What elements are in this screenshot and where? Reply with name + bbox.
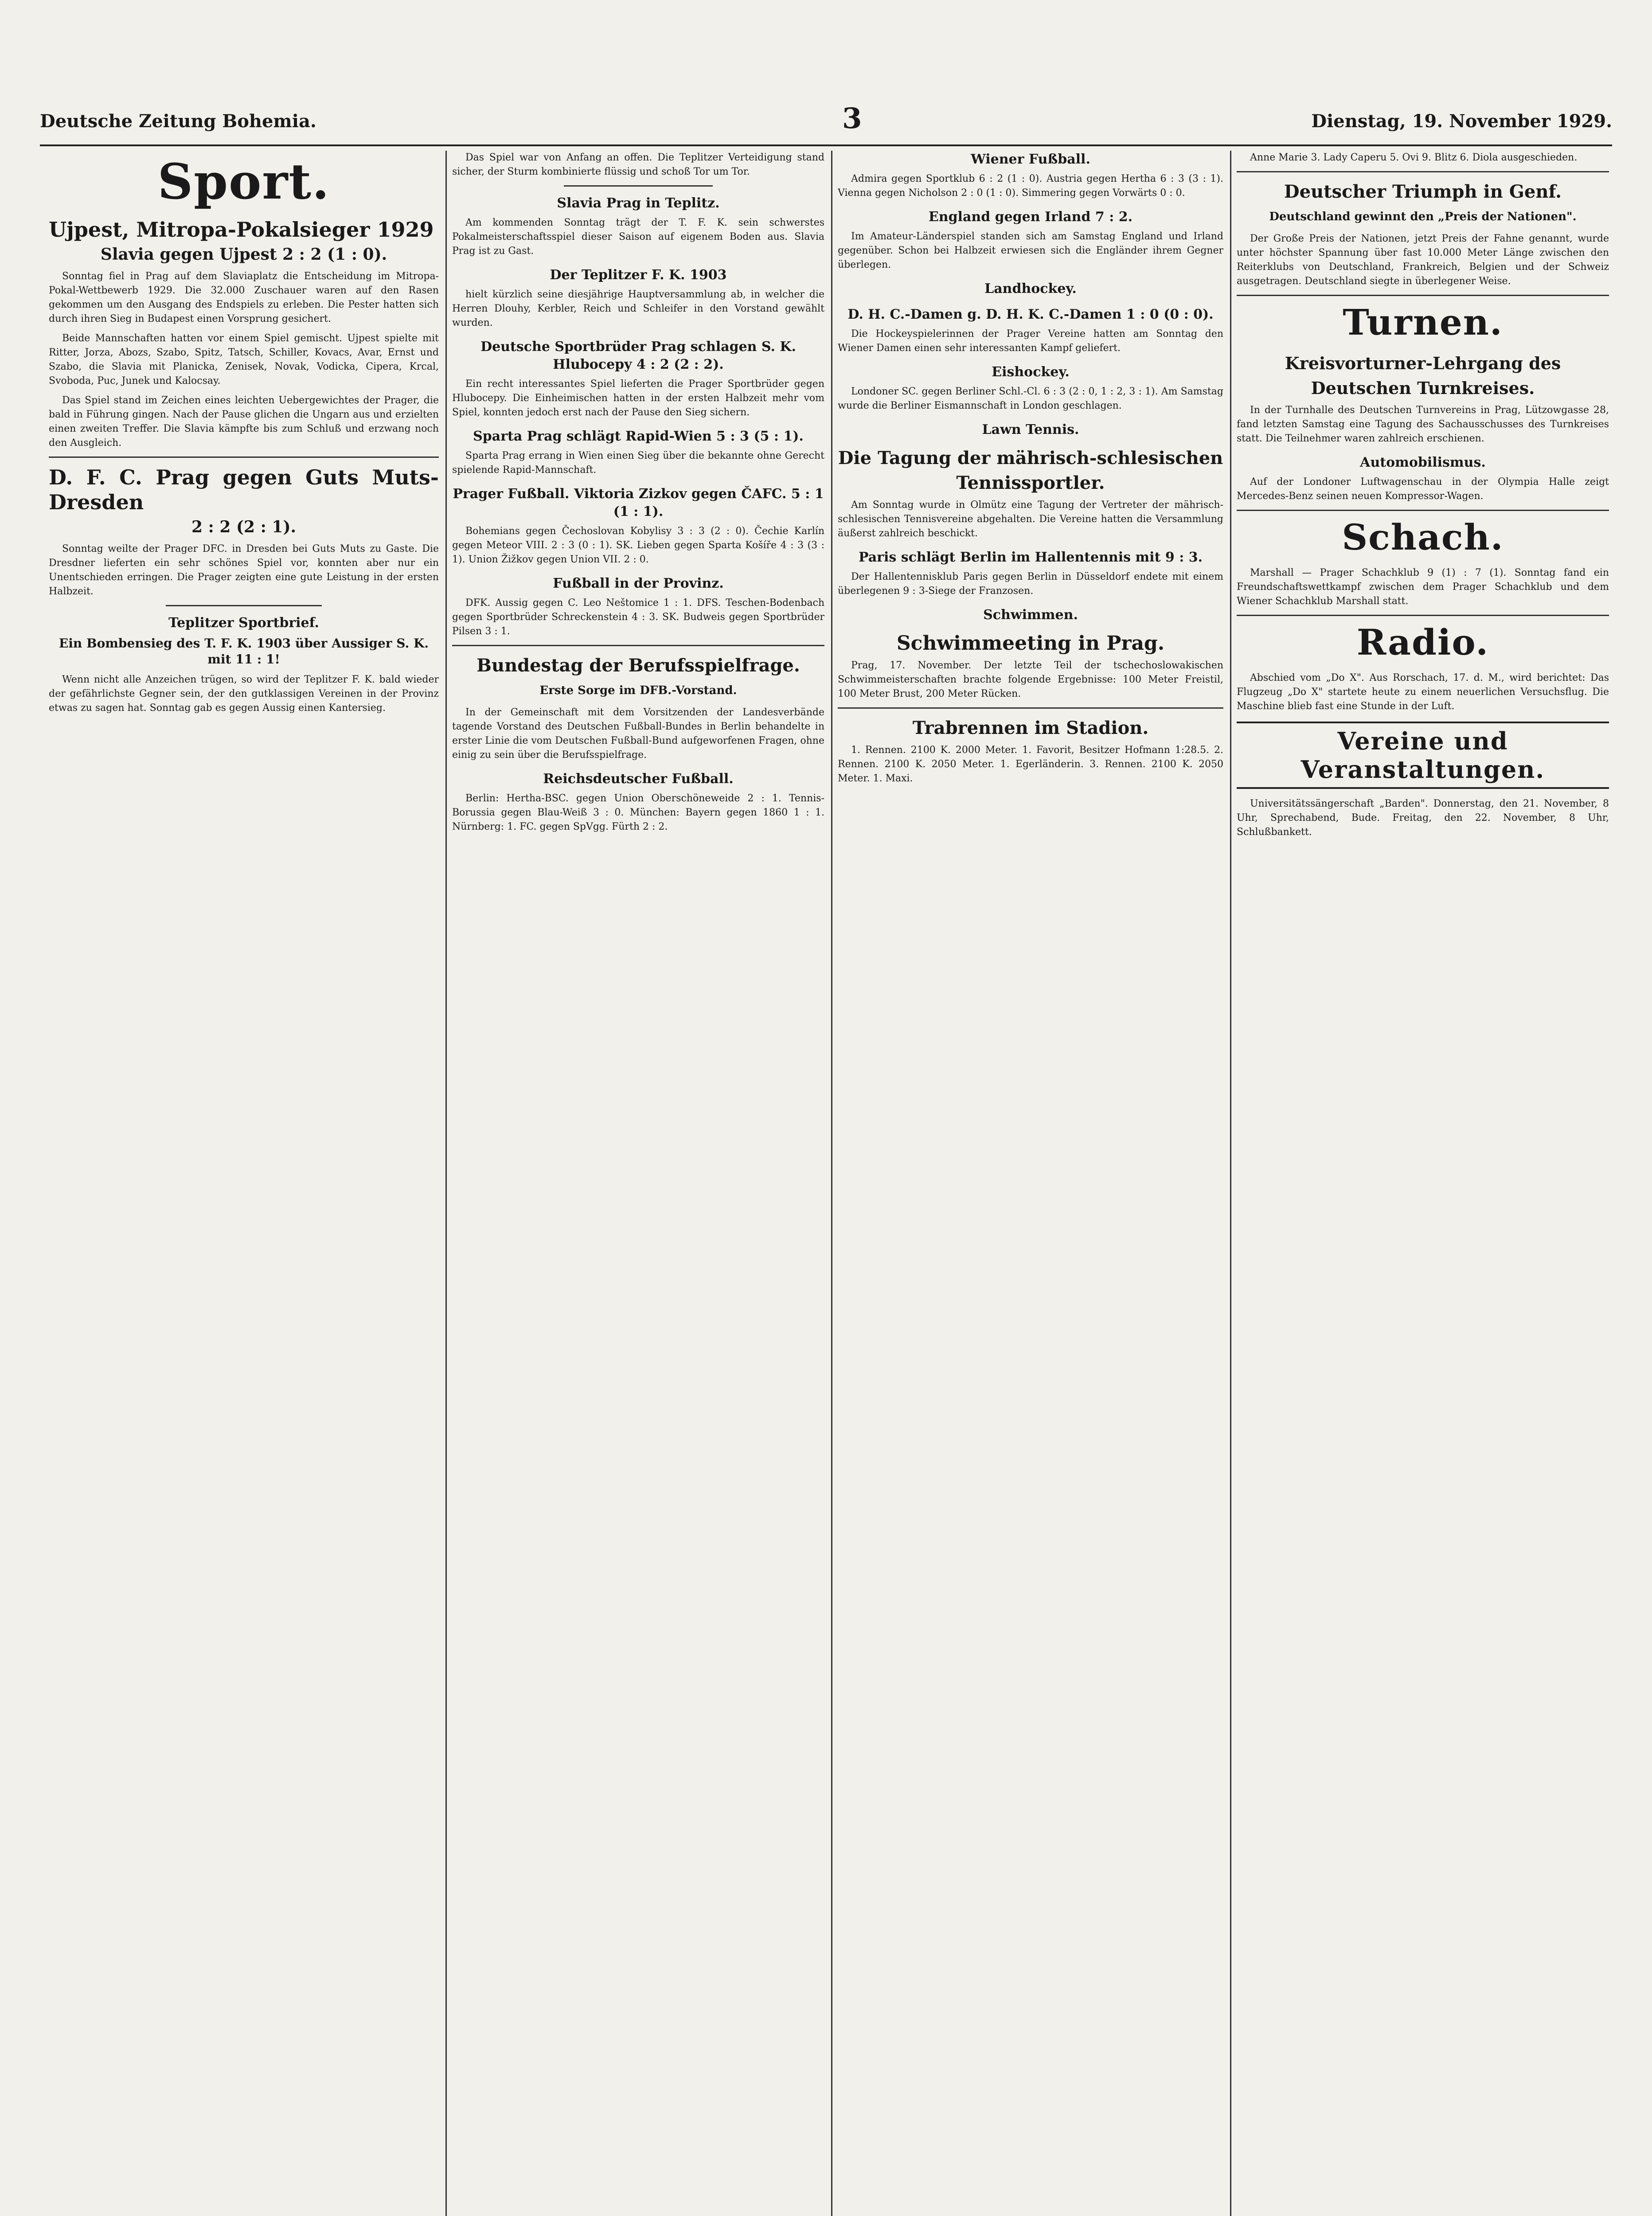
- divider: [1237, 615, 1609, 616]
- column-separator: [831, 151, 832, 2216]
- divider: [564, 185, 713, 187]
- headline: Wiener Fußball.: [971, 152, 1090, 167]
- column-1: [49, 151, 439, 2216]
- article-paragraph: DFK. Aussig gegen C. Leo Neštomice 1 : 1. DFS. Teschen-Bodenbach gegen Sportbrüder Schreckenstein 4 : 3. SK. Budweis gegen Sportbrüder Pilsen 3 : 1.: [452, 597, 824, 637]
- article-paragraph: Wenn nicht alle Anzeichen trügen, so wird der Teplitzer F. K. bald wieder der gefährlichste Gegner sein, der den gutklassigen Vereinen in der Provinz etwas zu sagen hat. Sonntag gab es gegen Aussig einen Kantersieg.: [49, 674, 439, 714]
- headline: Sparta Prag schlägt Rapid-Wien 5 : 3 (5 : 1).: [473, 429, 804, 444]
- article-paragraph: Sonntag weilte der Prager DFC. in Dresden bei Guts Muts zu Gaste. Die Dresdner lieferten ein sehr schönes Spiel vor, konnten aber nur ein Unentschieden erringen. Die Prager zeigten eine gute Leistung in der ersten Halbzeit.: [49, 543, 439, 597]
- section-title: Schach.: [1342, 516, 1504, 558]
- divider: [1237, 510, 1609, 511]
- article-paragraph: Die Hockeyspielerinnen der Prager Vereine hatten am Sonntag den Wiener Damen einen sehr interessanten Kampf geliefert.: [838, 328, 1223, 354]
- subheadline: Slavia gegen Ujpest 2 : 2 (1 : 0).: [100, 245, 387, 264]
- section-heading: Automobilismus.: [1360, 455, 1486, 470]
- divider: [1237, 295, 1609, 296]
- article-paragraph: Das Spiel war von Anfang an offen. Die Teplitzer Verteidigung stand sicher, der Sturm kombinierte flüssig und schoß Tor um Tor.: [452, 152, 824, 177]
- divider: [452, 645, 824, 646]
- issue-date: Dienstag, 19. November 1929.: [1311, 111, 1612, 132]
- section-title: Turnen.: [1343, 301, 1503, 343]
- column-2: [452, 151, 824, 2216]
- section-heading: Lawn Tennis.: [982, 422, 1079, 437]
- article-paragraph: Auf der Londoner Luftwagenschau in der Olympia Halle zeigt Mercedes-Benz seinen neuen Kompressor-Wagen.: [1237, 476, 1609, 502]
- article-paragraph: Am kommenden Sonntag trägt der T. F. K. sein schwerstes Pokalmeisterschaftsspiel dieser Saison auf eigenem Boden aus. Slavia Prag ist zu Gast.: [452, 217, 824, 257]
- headline: Kreisvorturner-Lehrgang des Deutschen Turnkreises.: [1285, 353, 1561, 398]
- section-box: [1237, 722, 1609, 789]
- section-title: Sport.: [157, 153, 330, 210]
- column-4: [1237, 151, 1609, 2216]
- article-paragraph: In der Turnhalle des Deutschen Turnvereins in Prag, Lützowgasse 28, fand letzten Samstag eine Tagung des Sachausschusses des Turnkreises statt. Die Teilnehmer waren zahlreich erschienen.: [1237, 405, 1609, 444]
- article-paragraph: hielt kürzlich seine diesjährige Hauptversammlung ab, in welcher die Herren Dlouhy, Kerbler, Reich und Schleifer in den Vorstand gewählt wurden.: [452, 289, 824, 328]
- headline: Slavia Prag in Teplitz.: [557, 195, 720, 211]
- masthead-rule: [40, 144, 1612, 146]
- article-paragraph: Sonntag fiel in Prag auf dem Slaviaplatz die Entscheidung im Mitropa-Pokal-Wettbewerb 1929. Die 32.000 Zuschauer waren auf den Rasen gekommen um den Ausgang des Endspiels zu erleben. Die Pester hatten sich durch ihren Sieg in Budapest einen Vorsprung gesichert.: [49, 271, 439, 324]
- article-paragraph: Prag, 17. November. Der letzte Teil der tschechoslowakischen Schwimmeisterschaften brachte folgende Ergebnisse: 100 Meter Freistil, 100 Meter Brust, 200 Meter Rücken.: [838, 660, 1223, 699]
- headline: Bundestag der Berufsspielfrage.: [476, 655, 800, 676]
- headline: Die Tagung der mährisch-schlesischen Tennissportler.: [838, 448, 1223, 493]
- subheadline: Erste Sorge im DFB.-Vorstand.: [539, 684, 737, 697]
- section-heading: Eishockey.: [992, 364, 1070, 380]
- article-paragraph: Londoner SC. gegen Berliner Schl.-Cl. 6 : 3 (2 : 0, 1 : 2, 3 : 1). Am Samstag wurde die Berliner Eismannschaft in London geschlagen.: [838, 386, 1223, 411]
- headline: Prager Fußball. Viktoria Zizkov gegen ČAFC. 5 : 1 (1 : 1).: [453, 486, 824, 519]
- article-paragraph: Abschied vom „Do X". Aus Rorschach, 17. d. M., wird berichtet: Das Flugzeug „Do X" startete heute zu einem neuerlichen Versuchsflug. Die Maschine blieb fast eine Stunde in der Luft.: [1237, 672, 1609, 712]
- headline: England gegen Irland 7 : 2.: [928, 209, 1133, 225]
- headline: Teplitzer Sportbrief.: [168, 615, 319, 631]
- column-3: [838, 151, 1223, 2216]
- headline: Reichsdeutscher Fußball.: [543, 771, 734, 787]
- article-paragraph: Berlin: Hertha-BSC. gegen Union Oberschöneweide 2 : 1. Tennis-Borussia gegen Blau-Weiß 3 : 0. München: Bayern gegen 1860 1 : 1. Nürnberg: 1. FC. gegen SpVgg. Fürth 2 : 2.: [452, 793, 824, 832]
- headline: Deutsche Sportbrüder Prag schlagen S. K. Hlubocepy 4 : 2 (2 : 2).: [480, 339, 796, 372]
- article-paragraph: Sparta Prag errang in Wien einen Sieg über die bekannte ohne Gerecht spielende Rapid-Mannschaft.: [452, 450, 824, 476]
- divider: [166, 605, 322, 606]
- subheadline: Deutschland gewinnt den „Preis der Nationen".: [1269, 210, 1577, 223]
- headline: Trabrennen im Stadion.: [912, 718, 1149, 738]
- article-paragraph: Der Hallentennisklub Paris gegen Berlin in Düsseldorf endete mit einem überlegenen 9 : 3-Siege der Franzosen.: [838, 571, 1223, 597]
- article-paragraph: Im Amateur-Länderspiel standen sich am Samstag England und Irland gegenüber. Schon bei Halbzeit erwiesen sich die Engländer ihrem Gegner überlegen.: [838, 231, 1223, 270]
- article-paragraph: Bohemians gegen Čechoslovan Kobylisy 3 : 3 (2 : 0). Čechie Karlín gegen Meteor VIII. 2 : 3 (0 : 1). SK. Lieben gegen Sparta Košíře 4 : 3 (3 : 1). Union Žižkov gegen Union VII. 2 : 0.: [452, 526, 824, 565]
- article-paragraph: Admira gegen Sportklub 6 : 2 (1 : 0). Austria gegen Hertha 6 : 3 (3 : 1). Vienna gegen Nicholson 2 : 0 (1 : 0). Simmering gegen Vorwärts 0 : 0.: [838, 173, 1223, 199]
- subheadline: 2 : 2 (2 : 1).: [191, 518, 297, 536]
- masthead: [40, 102, 1612, 142]
- article-paragraph: Universitätssängerschaft „Barden". Donnerstag, den 21. November, 8 Uhr, Sprechabend, Bude. Freitag, den 22. November, 8 Uhr, Schlußbankett.: [1237, 798, 1609, 838]
- column-separator: [1230, 151, 1231, 2216]
- headline: Deutscher Triumph in Genf.: [1284, 181, 1562, 202]
- headline: Schwimmeeting in Prag.: [896, 632, 1165, 655]
- divider: [838, 707, 1223, 709]
- article-paragraph: 1. Rennen. 2100 K. 2000 Meter. 1. Favorit, Besitzer Hofmann 1:28.5. 2. Rennen. 2100 K. 2050 Meter. 1. Egerländerin. 3. Rennen. 2100 K. 2050 Meter. 1. Maxi.: [838, 745, 1223, 784]
- subheadline: Ein Bombensieg des T. F. K. 1903 über Aussiger S. K. mit 11 : 1!: [59, 636, 429, 667]
- section-title: Radio.: [1356, 621, 1489, 663]
- article-paragraph: Beide Mannschaften hatten vor einem Spiel gemischt. Ujpest spielte mit Ritter, Jorza, Abozs, Szabo, Spitz, Tatsch, Schiller, Kovacs, Avar, Ernst und Szabo, die Slavia mit Planicka, Zenisek, Novak, Vodicka, Cipera, Krcal, Svoboda, Puc, Junek und Kalocsay.: [49, 333, 439, 386]
- paper-name: Deutsche Zeitung Bohemia.: [40, 111, 316, 132]
- section-heading: Landhockey.: [984, 281, 1077, 297]
- article-paragraph: Der Große Preis der Nationen, jetzt Preis der Fahne genannt, wurde unter höchster Spannung über fast 10.000 Meter Länge zwischen den Reiterklubs von Deutschland, Frankreich, Belgien und der Schweiz ausgetragen. Deutschland siegte in überlegener Weise.: [1237, 233, 1609, 287]
- section-heading: Schwimmen.: [983, 607, 1078, 623]
- headline: Fußball in der Provinz.: [553, 576, 724, 591]
- column-separator: [445, 151, 447, 2216]
- article-paragraph: Marshall — Prager Schachklub 9 (1) : 7 (1). Sonntag fand ein Freundschaftswettkampf zwischen dem Prager Schachklub und dem Wiener Schachklub Marshall statt.: [1237, 567, 1609, 607]
- headline: D. F. C. Prag gegen Guts Muts-Dresden: [49, 465, 439, 514]
- article-paragraph: Ein recht interessantes Spiel lieferten die Prager Sportbrüder gegen Hlubocepy. Die Einheimischen hatten in der ersten Halbzeit mehr vom Spiel, konnten jedoch erst nach der Pause den Sieg sichern.: [452, 378, 824, 418]
- section-title: Vereine und Veranstaltungen.: [1301, 727, 1545, 784]
- article-paragraph: Am Sonntag wurde in Olmütz eine Tagung der Vertreter der mährisch-schlesischen Tennisvereine abgehalten. Die Vereine hatten die Versammlung äußerst zahlreich beschickt.: [838, 499, 1223, 539]
- headline: Der Teplitzer F. K. 1903: [550, 267, 727, 283]
- article-paragraph: Anne Marie 3. Lady Caperu 5. Ovi 9. Blitz 6. Diola ausgeschieden.: [1250, 152, 1578, 163]
- headline: Ujpest, Mitropa-Pokalsieger 1929: [49, 218, 434, 242]
- page-number: 3: [842, 102, 862, 135]
- article-paragraph: In der Gemeinschaft mit dem Vorsitzenden der Landesverbände tagende Vorstand des Deutschen Fußball-Bundes in Berlin behandelte in erster Linie die vom Deutschen Fußball-Bund aufgeworfenen Fragen, ohne einig zu sein über die Berufsspielfrage.: [452, 707, 824, 761]
- divider: [1237, 171, 1609, 172]
- headline: Paris schlägt Berlin im Hallentennis mit 9 : 3.: [858, 550, 1203, 565]
- divider: [49, 456, 439, 458]
- article-paragraph: Das Spiel stand im Zeichen eines leichten Uebergewichtes der Prager, die bald in Führung gingen. Nach der Pause glichen die Ungarn aus und erzielten einen zweiten Treffer. Die Slavia kämpfte bis zum Schluß und erzwang noch den Ausgleich.: [49, 395, 439, 449]
- headline: D. H. C.-Damen g. D. H. K. C.-Damen 1 : 0 (0 : 0).: [847, 307, 1214, 322]
